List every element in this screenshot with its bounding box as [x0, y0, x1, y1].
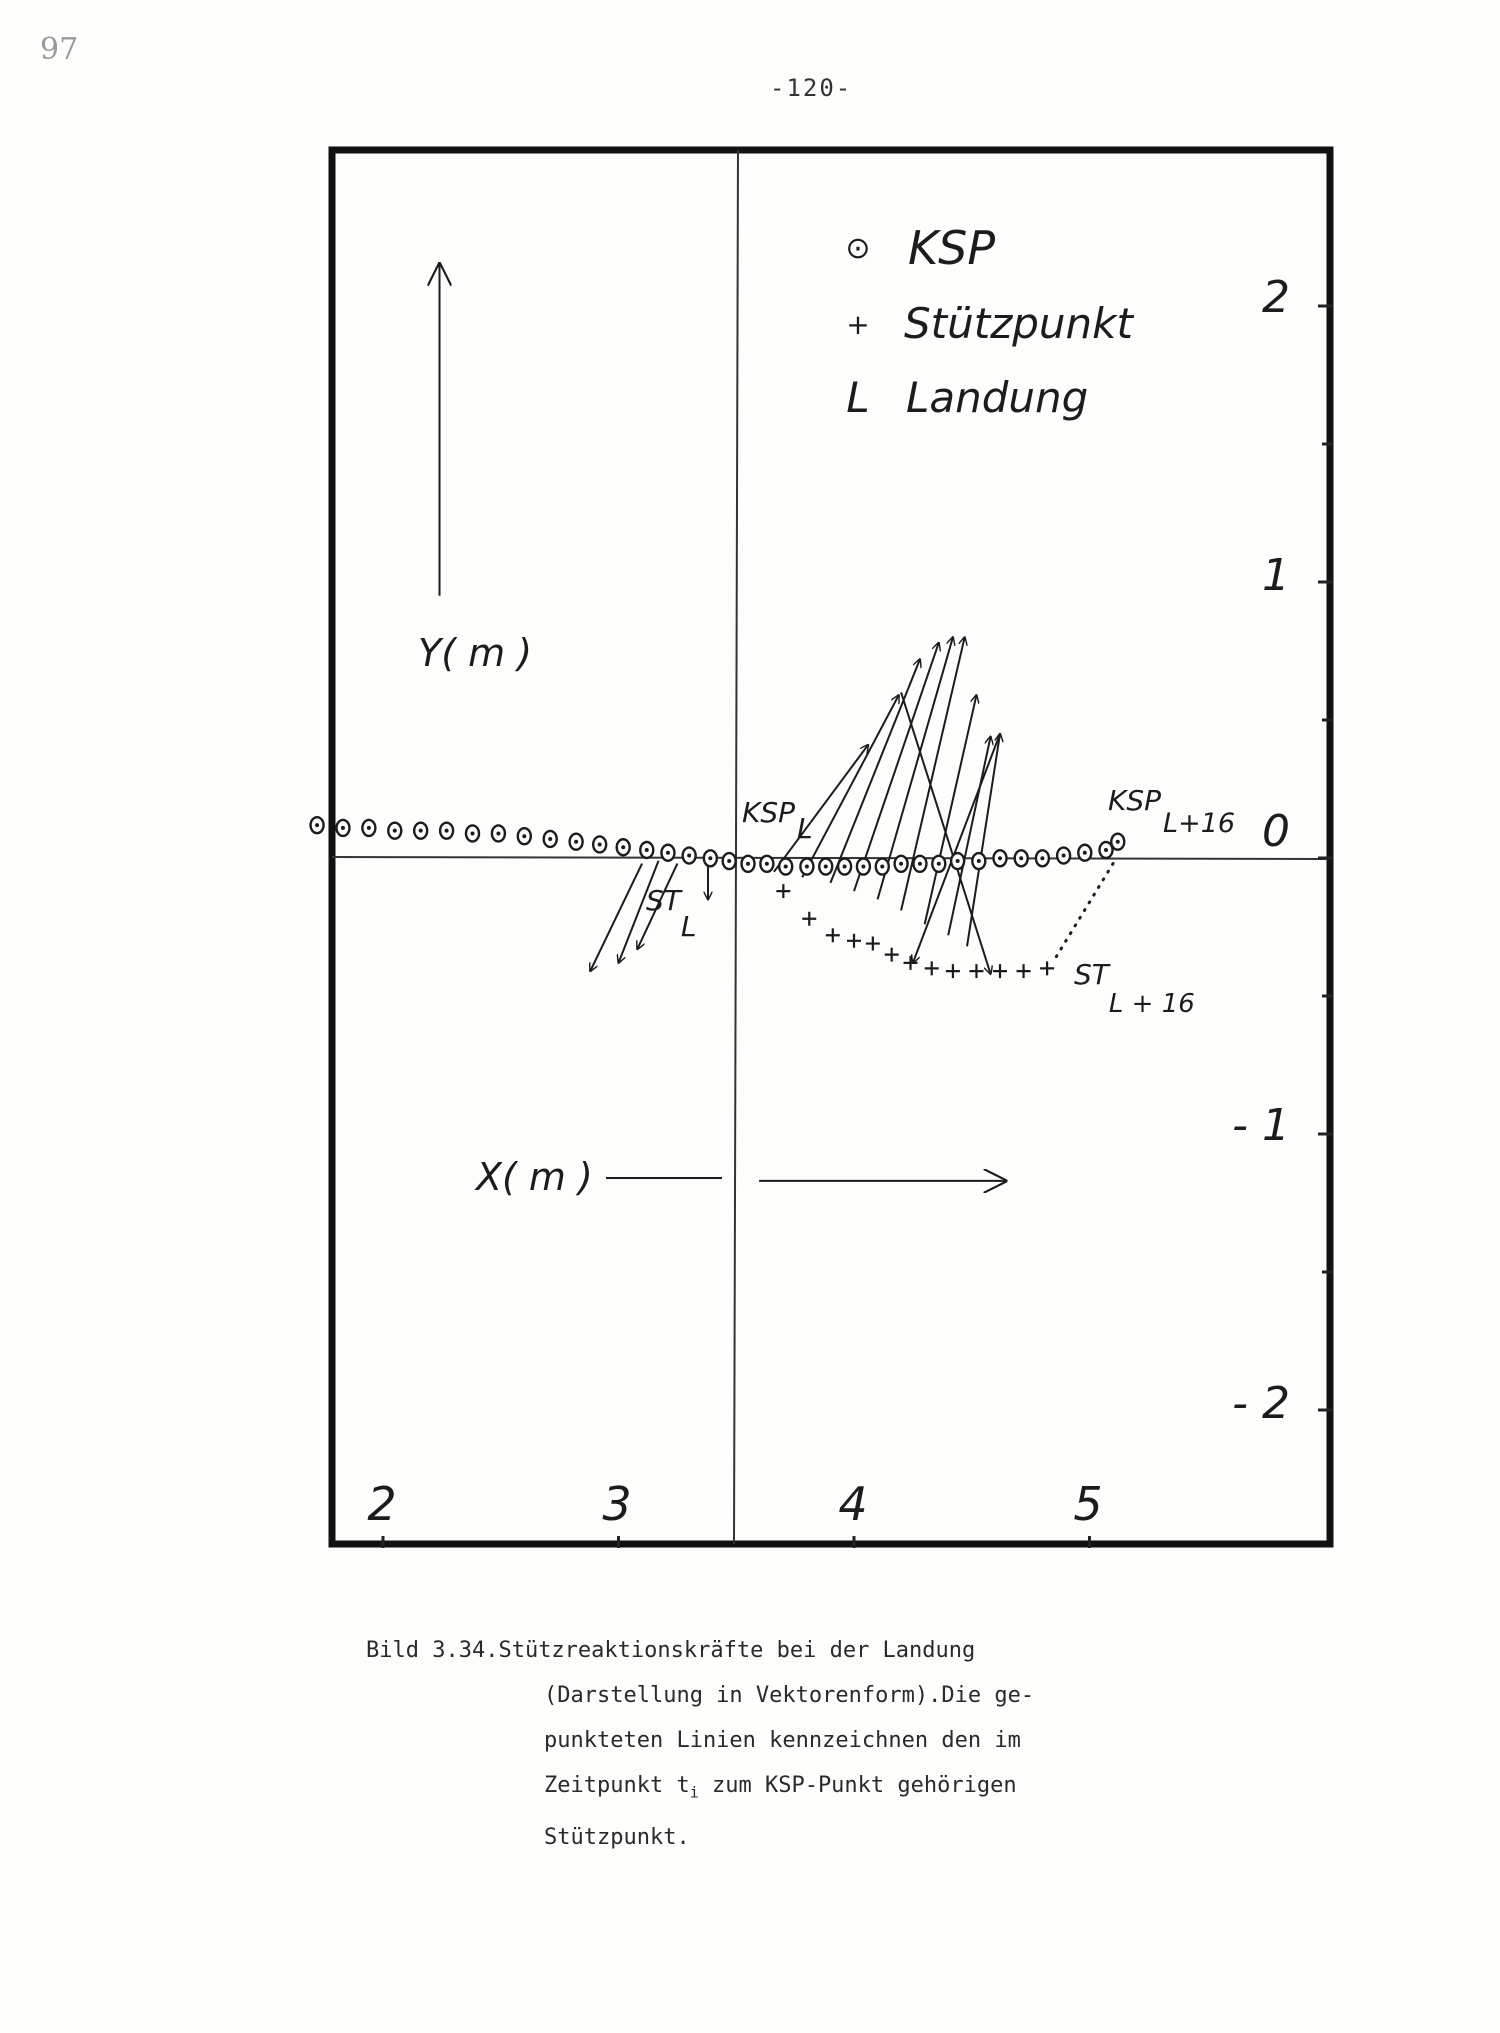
ksp-point: [640, 842, 653, 858]
ksp-point: [683, 848, 696, 864]
stuetzpunkt-point: [826, 928, 840, 942]
caption-line-3: punkteten Linien kennzeichnen den im: [544, 1728, 1021, 1753]
annotation-ksp-l: [742, 796, 813, 845]
annotation-st-l: [646, 884, 697, 943]
caption-line-4: [366, 1763, 1266, 1815]
caption-line-1: [366, 1628, 1266, 1673]
ksp-point: [362, 820, 375, 836]
y-tick-label-0: 0: [1262, 806, 1290, 857]
annotation-ksp-l-sub: L: [797, 812, 813, 845]
ksp-point: [913, 856, 926, 872]
ksp-point: [876, 859, 889, 875]
page-number: -120-: [770, 74, 853, 102]
ksp-point: [570, 834, 583, 850]
y-tick-label-1: 1: [1262, 550, 1290, 601]
stuetzpunkt-point: [885, 948, 899, 962]
ksp-point: [661, 845, 674, 861]
y-tick-label-2: 2: [1262, 272, 1290, 323]
reaction-vectors: [590, 637, 1000, 974]
ksp-point: [779, 859, 792, 875]
ksp-point: [466, 825, 479, 841]
dotted-link-line: [1054, 864, 1113, 961]
vertical-center-line: [734, 150, 738, 1544]
ksp-point: [1036, 850, 1049, 866]
annotation-st-l16-sub: L + 16: [1108, 989, 1195, 1019]
ksp-point: [972, 853, 985, 869]
x-tick-label-3: 3: [602, 1477, 632, 1531]
stuetzpunkt-point: [1017, 964, 1031, 978]
caption-text-4a: Zeitpunkt t: [544, 1773, 690, 1798]
legend-landung-label: Landung: [906, 373, 1089, 422]
ksp-point: [800, 859, 813, 875]
caption-line-2: (Darstellung in Vektorenform).Die ge-: [544, 1683, 1035, 1708]
ksp-point: [440, 823, 453, 839]
ksp-point: [1015, 850, 1028, 866]
figure-caption: [366, 1628, 1266, 1860]
ksp-point: [838, 859, 851, 875]
reaction-vector: [590, 864, 642, 972]
ksp-point: [311, 817, 324, 833]
stuetzpunkt-points: [776, 884, 1054, 978]
ksp-point: [1078, 845, 1091, 861]
stuetzpunkt-point: [802, 912, 816, 926]
ksp-point: [492, 825, 505, 841]
ksp-point: [617, 839, 630, 855]
x-axis-label: X( m ): [476, 1155, 593, 1199]
ksp-point: [857, 859, 870, 875]
plot-frame: [332, 150, 1330, 1544]
annotation-ksp-l16-sub: L+16: [1163, 808, 1236, 839]
ksp-point: [994, 850, 1007, 866]
ksp-point: [760, 856, 773, 872]
annotation-st-l-sub: L: [680, 910, 697, 943]
page-corner-note: 97: [40, 32, 79, 67]
legend-stuetzpunkt-label: Stützpunkt: [904, 299, 1133, 348]
reaction-vector: [802, 695, 899, 877]
stuetzpunkt-point: [866, 937, 880, 951]
ksp-point: [819, 859, 832, 875]
caption-line-5: Stützpunkt.: [544, 1825, 690, 1851]
ksp-point: [518, 828, 531, 844]
ksp-points: [311, 817, 1125, 874]
x-tick-label-5: 5: [1073, 1477, 1103, 1531]
legend-ksp-label: KSP: [908, 221, 996, 275]
x-tick-label-2: 2: [367, 1477, 397, 1531]
legend-ksp-symbol: ⊙: [845, 231, 871, 266]
y-axis-label: Y( m ): [418, 631, 533, 675]
ksp-point: [388, 823, 401, 839]
stuetzpunkt-point: [776, 884, 790, 898]
caption-label: Bild 3.34.: [366, 1638, 499, 1663]
ksp-point: [742, 856, 755, 872]
ksp-point: [723, 853, 736, 869]
ksp-point: [704, 850, 717, 866]
legend-stuetzpunkt-symbol: +: [846, 308, 870, 341]
legend: [845, 221, 1134, 422]
ksp-point: [1111, 834, 1124, 850]
ksp-point: [895, 856, 908, 872]
caption-subscript-i: i: [689, 1783, 699, 1802]
stuetzpunkt-point: [969, 964, 983, 978]
caption-text-4b: zum KSP-Punkt gehörigen: [698, 1773, 1017, 1798]
reaction-vector: [854, 643, 939, 891]
ksp-point: [544, 831, 557, 847]
stuetzpunkt-point: [993, 964, 1007, 978]
ksp-point: [593, 836, 606, 852]
stuetzpunkt-point: [925, 961, 939, 975]
annotation-st-l16: [1074, 958, 1195, 1019]
ksp-point: [414, 823, 427, 839]
stuetzpunkt-point: [946, 964, 960, 978]
y-tick-label-minus-1: - 1: [1232, 1100, 1290, 1151]
reaction-vector: [830, 659, 919, 883]
legend-landung-symbol: L: [846, 373, 870, 422]
caption-text-1: Stützreaktionskräfte bei der Landung: [498, 1638, 976, 1663]
annotation-ksp-l-main: KSP: [742, 796, 796, 829]
reaction-vector: [925, 695, 977, 924]
annotation-st-l-main: ST: [646, 884, 681, 917]
annotation-ksp-l16-main: KSP: [1108, 784, 1162, 817]
ksp-point: [951, 853, 964, 869]
x-tick-label-4: 4: [838, 1477, 868, 1531]
stuetzpunkt-point: [1040, 961, 1054, 975]
annotation-ksp-l16: [1108, 784, 1235, 839]
stuetzpunkt-point: [847, 934, 861, 948]
ksp-point: [1057, 848, 1070, 864]
ksp-point: [932, 856, 945, 872]
reaction-vector: [901, 692, 990, 974]
annotation-st-l16-main: ST: [1074, 958, 1109, 991]
ksp-point: [336, 820, 349, 836]
y-tick-label-minus-2: - 2: [1232, 1378, 1290, 1429]
